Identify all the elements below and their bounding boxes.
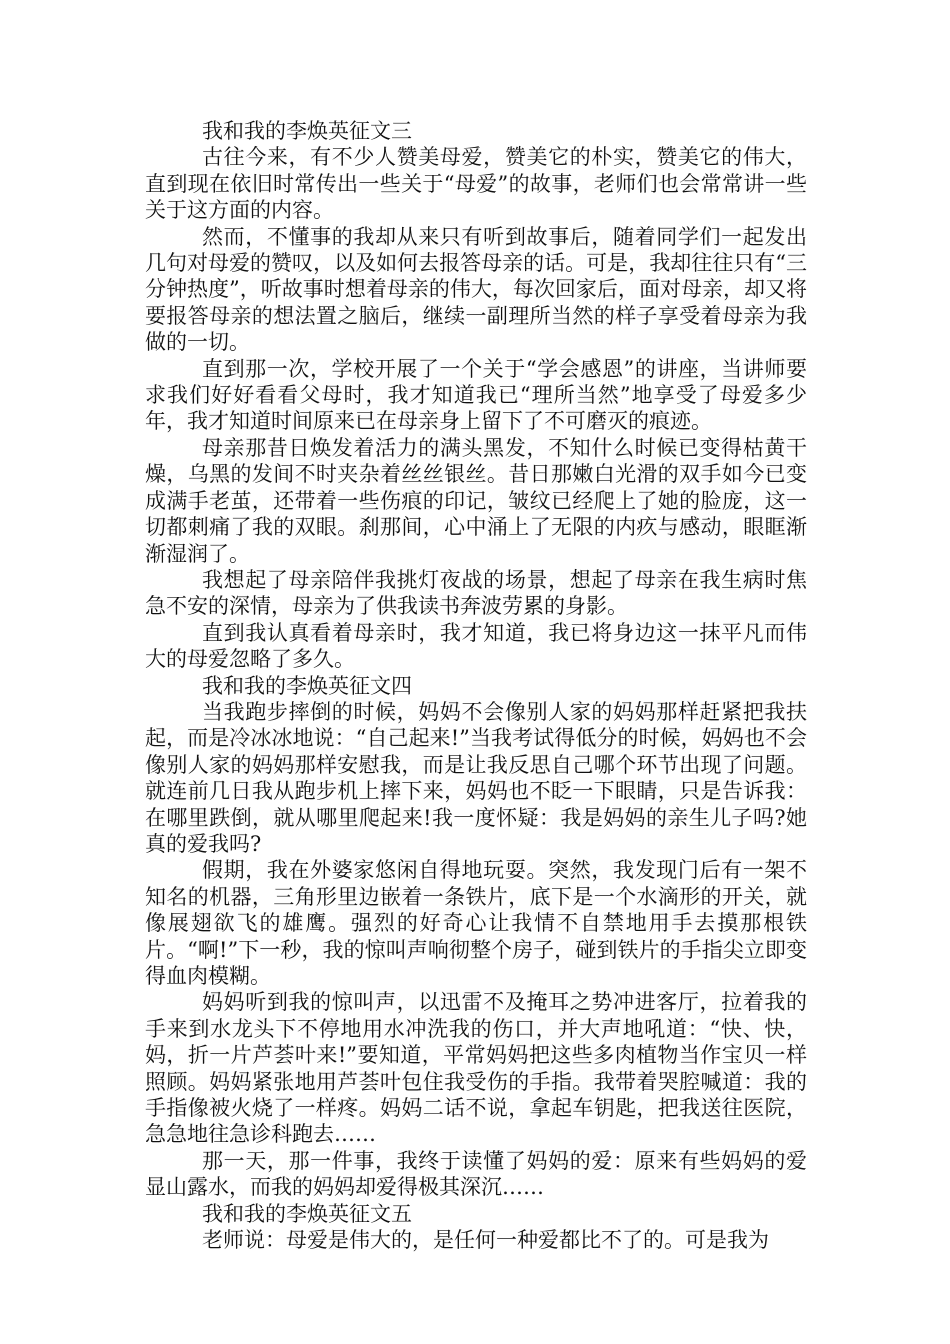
paragraph: 直到那一次，学校开展了一个关于“学会感恩”的讲座，当讲师要求我们好好看看父母时，我才知道我已“理所当然”地享受了母爱多少年，我才知道时间原来已在母亲身上留下了不可磨灭的痕迹。 [145,356,807,434]
section-heading: 我和我的李焕英征文三 [202,119,412,143]
section-heading: 我和我的李焕英征文四 [202,673,412,698]
section-heading: 我和我的李焕英征文五 [202,1201,412,1226]
paragraph: 那一天，那一件事，我终于读懂了妈妈的爱：原来有些妈妈的爱显山露水，而我的妈妈却爱得极其深沉…… [145,1148,807,1200]
paragraph: 妈妈听到我的惊叫声，以迅雷不及掩耳之势冲进客厅，拉着我的手来到水龙头下不停地用水冲洗我的伤口，并大声地吼道：“快、快，妈，折一片芦荟叶来!”要知道，平常妈妈把这些多肉植物当作宝贝一样照顾。妈妈紧张地用芦荟叶包住我受伤的手指。我带着哭腔喊道：我的手指像被火烧了一样疼。妈妈二话不说，拿起车钥匙，把我送往医院，急急地往急诊科跑去…… [145,990,807,1147]
paragraph: 然而，不懂事的我却从来只有听到故事后，随着同学们一起发出几句对母爱的赞叹，以及如何去报答母亲的话。可是，我却往往只有“三分钟热度”，听故事时想着母亲的伟大，每次回家后，面对母亲，却又将要报答母亲的想法置之脑后，继续一副理所当然的样子享受着母亲为我做的一切。 [145,224,807,355]
paragraph: 我想起了母亲陪伴我挑灯夜战的场景，想起了母亲在我生病时焦急不安的深情，母亲为了供我读书奔波劳累的身影。 [145,567,807,619]
paragraph: 当我跑步摔倒的时候，妈妈不会像别人家的妈妈那样赶紧把我扶起，而是冷冰冰地说：“自己起来!”当我考试得低分的时候，妈妈也不会像别人家的妈妈那样安慰我，而是让我反思自己哪个环节出现了问题。就连前几日我从跑步机上摔下来，妈妈也不眨一下眼睛，只是告诉我：在哪里跌倒，就从哪里爬起来!我一度怀疑：我是妈妈的亲生儿子吗?她真的爱我吗? [145,699,807,856]
document-body [145,118,807,1253]
paragraph: 古往今来，有不少人赞美母爱，赞美它的朴实，赞美它的伟大，直到现在依旧时常传出一些关于“母爱”的故事，老师们也会常常讲一些关于这方面的内容。 [145,145,807,223]
paragraph: 假期，我在外婆家悠闲自得地玩耍。突然，我发现门后有一架不知名的机器，三角形里边嵌着一条铁片，底下是一个水滴形的开关，就像展翅欲飞的雄鹰。强烈的好奇心让我情不自禁地用手去摸那根铁片。“啊!”下一秒，我的惊叫声响彻整个房子，碰到铁片的手指尖立即变得血肉模糊。 [145,858,807,988]
paragraph: 直到我认真看着母亲时，我才知道，我已将身边这一抹平凡而伟大的母爱忽略了多久。 [145,620,807,672]
paragraph: 母亲那昔日焕发着活力的满头黑发，不知什么时候已变得枯黄干燥，乌黑的发间不时夹杂着丝丝银丝。昔日那嫩白光滑的双手如今已变成满手老茧，还带着一些伤痕的印记，皱纹已经爬上了她的脸庞，这一切都刺痛了我的双眼。刹那间，心中涌上了无限的内疚与感动，眼眶渐渐湿润了。 [145,435,807,566]
paragraph: 老师说：母爱是伟大的，是任何一种爱都比不了的。可是我为 [202,1228,769,1253]
